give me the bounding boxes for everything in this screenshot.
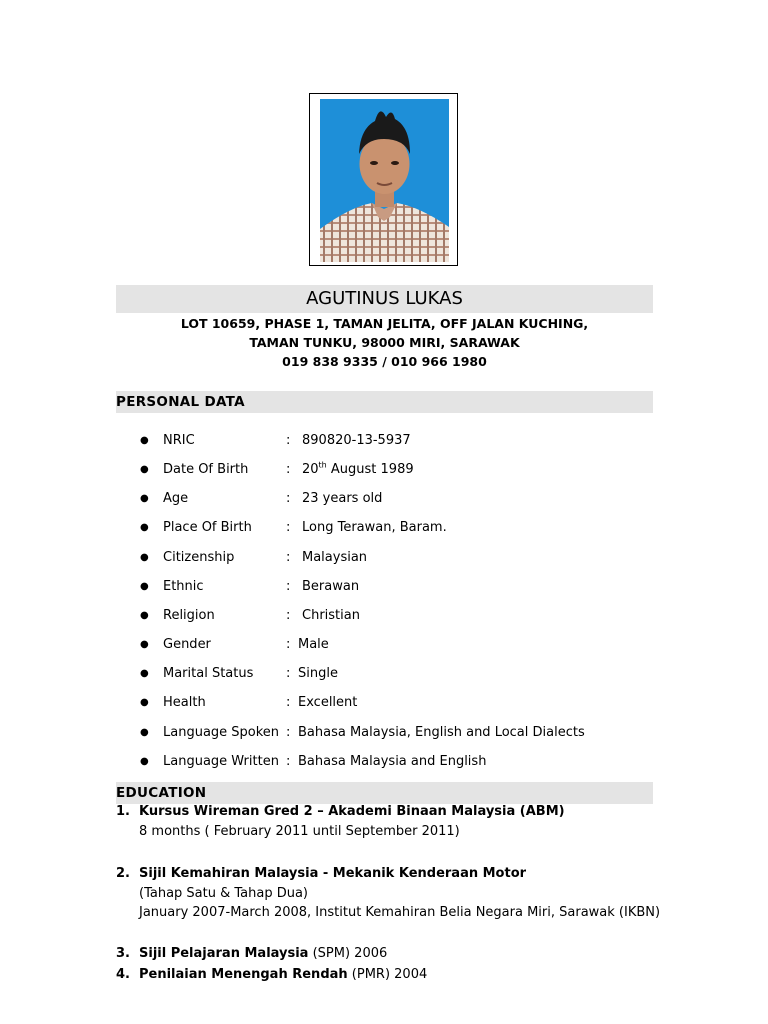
bullet-icon: ●: [140, 552, 149, 563]
bullet-icon: ●: [140, 493, 149, 504]
education-item-title: [139, 965, 427, 985]
education-item-bold: Sijil Pelajaran Malaysia: [139, 946, 309, 961]
bullet-icon: ●: [140, 522, 149, 533]
row-label: Religion: [163, 608, 215, 623]
row-label: Date Of Birth: [163, 462, 249, 477]
education-item-bold: Sijil Kemahiran Malaysia - Mekanik Kenderaan Motor: [139, 866, 527, 881]
row-value: 23 years old: [302, 491, 383, 506]
bullet-icon: ●: [140, 639, 149, 650]
bullet-icon: ●: [140, 435, 149, 446]
bullet-icon: ●: [140, 610, 149, 621]
education-item-detail: 8 months ( February 2011 until September 2011): [139, 824, 460, 839]
row-value: 890820-13-5937: [302, 433, 411, 448]
education-item-number: 1.: [116, 804, 130, 819]
row-colon: :: [286, 550, 291, 565]
profile-photo: [320, 99, 449, 262]
row-colon: :: [286, 754, 291, 769]
row-label: Citizenship: [163, 550, 235, 565]
bullet-icon: ●: [140, 756, 149, 767]
education-item-detail: January 2007-March 2008, Institut Kemahiran Belia Negara Miri, Sarawak (IKBN): [139, 905, 661, 920]
row-value: [302, 461, 414, 479]
address-line-2: TAMAN TUNKU, 98000 MIRI, SARAWAK: [249, 335, 520, 350]
education-item-title: [139, 944, 387, 964]
dob-rest: August 1989: [326, 462, 414, 477]
dob-ordinal: th: [318, 460, 327, 470]
education-item-number: 3.: [116, 946, 130, 961]
education-item-bold: Penilaian Menengah Rendah: [139, 967, 348, 982]
dob-day: 20: [302, 462, 319, 477]
row-value: Single: [298, 666, 338, 681]
applicant-name: AGUTINUS LUKAS: [306, 288, 463, 309]
row-colon: :: [286, 608, 291, 623]
bullet-icon: ●: [140, 581, 149, 592]
row-colon: :: [286, 491, 291, 506]
row-value: Malaysian: [302, 550, 368, 565]
row-label: Place Of Birth: [163, 520, 252, 535]
row-value: Excellent: [298, 695, 358, 710]
education-item-number: 4.: [116, 967, 130, 982]
row-colon: :: [286, 462, 291, 477]
bullet-icon: ●: [140, 464, 149, 475]
row-value: Berawan: [302, 579, 360, 594]
bullet-icon: ●: [140, 668, 149, 679]
education-item-detail: (Tahap Satu & Tahap Dua): [139, 886, 309, 901]
row-value: Bahasa Malaysia, English and Local Dialects: [298, 725, 585, 740]
profile-photo-frame: [309, 93, 458, 266]
row-colon: :: [286, 433, 291, 448]
row-label: Gender: [163, 637, 211, 652]
phone-numbers: 019 838 9335 / 010 966 1980: [282, 354, 487, 369]
education-item-title: [139, 802, 565, 822]
row-colon: :: [286, 725, 291, 740]
education-title: EDUCATION: [116, 785, 207, 801]
row-colon: :: [286, 637, 291, 652]
row-label: Health: [163, 695, 206, 710]
row-value: Bahasa Malaysia and English: [298, 754, 487, 769]
education-item-rest: (PMR) 2004: [347, 967, 428, 982]
row-label: Age: [163, 491, 189, 506]
row-label: NRIC: [163, 433, 195, 448]
education-item-bold: Kursus Wireman Gred 2 – Akademi Binaan Malaysia (ABM): [139, 804, 565, 819]
row-label: Marital Status: [163, 666, 254, 681]
row-label: Ethnic: [163, 579, 204, 594]
row-colon: :: [286, 666, 291, 681]
row-colon: :: [286, 695, 291, 710]
row-label: Language Written: [163, 754, 279, 769]
bullet-icon: ●: [140, 727, 149, 738]
row-colon: :: [286, 520, 291, 535]
row-value: Long Terawan, Baram.: [302, 520, 447, 535]
row-label: Language Spoken: [163, 725, 280, 740]
education-item-title: [139, 864, 526, 884]
address-line-1: LOT 10659, PHASE 1, TAMAN JELITA, OFF JALAN KUCHING,: [180, 316, 589, 331]
bullet-icon: ●: [140, 697, 149, 708]
education-item-number: 2.: [116, 866, 130, 881]
row-value: Male: [298, 637, 329, 652]
row-colon: :: [286, 579, 291, 594]
row-value: Christian: [302, 608, 360, 623]
education-item-rest: (SPM) 2006: [308, 946, 388, 961]
personal-data-title: PERSONAL DATA: [116, 394, 245, 410]
